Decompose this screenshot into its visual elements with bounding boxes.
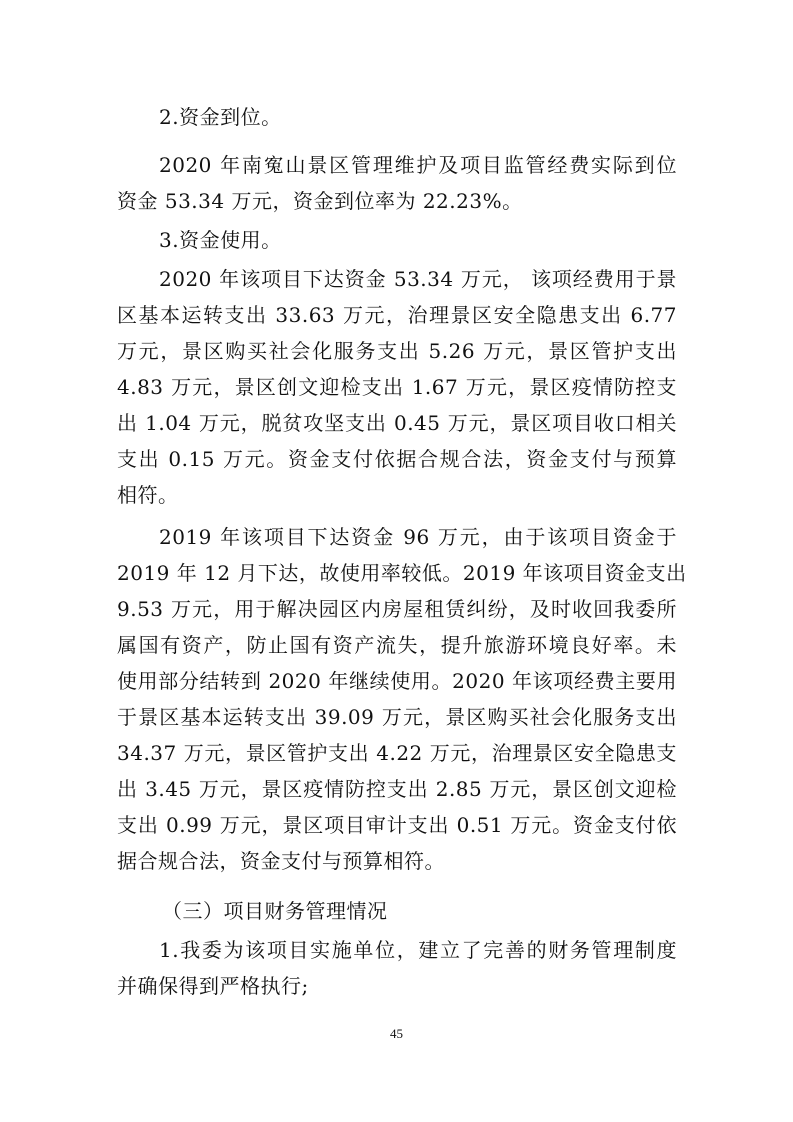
paragraph-line: 34.37 万元，景区管护支出 4.22 万元，治理景区安全隐患支 [117,741,677,765]
paragraph-line: 2020 年该项目下达资金 53.34 万元， 该项经费用于景 [159,267,677,291]
paragraph-line: 支出 0.99 万元，景区项目审计支出 0.51 万元。资金支付依 [117,813,677,837]
paragraph-line: 支出 0.15 万元。资金支付依据合规合法，资金支付与预算 [117,447,677,471]
paragraph-line: 4.83 万元，景区创文迎检支出 1.67 万元，景区疫情防控支 [117,375,677,399]
paragraph-line: 于景区基本运转支出 39.09 万元，景区购买社会化服务支出 [117,705,677,729]
paragraph-line: 使用部分结转到 2020 年继续使用。2020 年该项经费主要用 [117,669,677,693]
paragraph-line: 2019 年 12 月下达，故使用率较低。2019 年该项目资金支出 [117,561,687,585]
paragraph-line: 区基本运转支出 33.63 万元，治理景区安全隐患支出 6.77 [117,303,677,327]
paragraph-line: 据合规合法，资金支付与预算相符。 [117,849,445,873]
paragraph-line: 2019 年该项目下达资金 96 万元，由于该项目资金于 [159,525,677,549]
paragraph-line: 1.我委为该项目实施单位，建立了完善的财务管理制度 [159,938,677,962]
paragraph-line: 2020 年南寃山景区管理维护及项目监管经费实际到位 [159,153,677,177]
section-item-funds-usage: 3.资金使用。 [159,228,282,252]
page-number: 45 [390,1026,403,1041]
section-heading-financial-management: （三）项目财务管理情况 [162,899,388,923]
paragraph-line: 万元，景区购买社会化服务支出 5.26 万元，景区管护支出 [117,339,677,363]
paragraph-line: 出 1.04 万元，脱贫攻坚支出 0.45 万元，景区项目收口相关 [117,411,677,435]
paragraph-line: 资金 53.34 万元，资金到位率为 22.23%。 [117,189,523,213]
paragraph-line: 出 3.45 万元，景区疫情防控支出 2.85 万元，景区创文迎检 [117,777,677,801]
section-item-funds-arrival: 2.资金到位。 [159,105,282,129]
paragraph-line: 并确保得到严格执行; [117,974,309,998]
paragraph-line: 属国有资产，防止国有资产流失，提升旅游环境良好率。未 [117,633,677,657]
paragraph-line: 相符。 [117,483,179,507]
paragraph-line: 9.53 万元，用于解决园区内房屋租赁纠纷，及时收回我委所 [117,597,677,621]
